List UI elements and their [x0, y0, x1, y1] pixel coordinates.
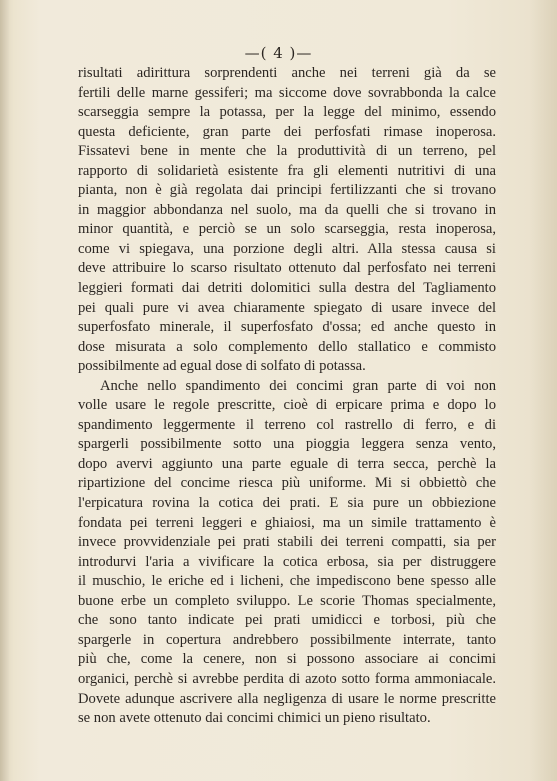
text-line: fondata pei terreni leggeri e ghiaiosi, ma un simile trattamento è: [78, 514, 496, 531]
text-line: spandimento leggermente il terreno col rastrello di ferro, e di: [78, 416, 496, 433]
text-line: se non avete ottenuto dai concimi chimici un pieno risultato.: [78, 710, 431, 727]
text-line: Dovete adunque ascrivere alla negligenza di usare le norme prescritte: [78, 690, 496, 707]
text-line: scarseggia sempre la potassa, per la legge del minimo, essendo: [78, 104, 496, 121]
text-line: superfosfato minerale, il superfosfato d'ossa; ed anche questo in: [78, 319, 496, 336]
text-line: pei quali pure vi avea chiaramente spiegato di usare invece del: [78, 299, 496, 316]
text-line: buone erbe un completo sviluppo. Le scorie Thomas specialmente,: [78, 592, 496, 609]
text-line: introdurvi l'aria a vivificare la cotica erbosa, sia per distruggere: [78, 553, 496, 570]
text-line: il muschio, le eriche ed i licheni, che impediscono bene spesso alle: [78, 573, 496, 590]
text-line: fertili delle marne gessiferi; ma siccome dove sovrabbonda la calce: [78, 84, 496, 101]
text-line: minor quantità, e perciò se un solo scarseggia, resta inoperosa,: [78, 221, 496, 238]
page-edge-stain: [529, 0, 557, 781]
text-line: l'erpicatura rovina la cotica dei prati. E sia pure un obbiezione: [78, 495, 496, 512]
text-line: spargerli possibilmente sotto una pioggia leggera senza vento,: [78, 436, 496, 453]
text-line: Anche nello spandimento dei concimi gran parte di voi non: [100, 377, 496, 394]
body-text: [78, 64, 496, 729]
text-line: organici, perchè si avrebbe perdita di azoto sotto forma ammoniacale.: [78, 670, 496, 687]
text-line: pianta, non è già regolata dai principi fertilizzanti che si trovano: [78, 182, 496, 199]
text-line: rapporto di solidarietà esistente fra gli elementi nutritivi di una: [78, 162, 496, 179]
text-line: questa deficiente, gran parte dei perfosfati rimase inoperosa.: [78, 123, 496, 140]
page-number: —( 4 )—: [244, 44, 313, 62]
text-line: invece provvidenziale pei prati stabili dei terreni compatti, sia per: [78, 534, 496, 551]
text-line: dopo avervi aggiunto una parte eguale di terra secca, perchè la: [78, 455, 496, 472]
text-line: volle usare le regole prescritte, cioè di erpicare prima e dopo lo: [78, 397, 496, 414]
text-line: spargerle in copertura andrebbero possibilmente interrate, tanto: [78, 631, 496, 648]
text-line: dose misurata a solo complemento dello stallatico e commisto: [78, 338, 496, 355]
text-line: possibilmente ad egual dose di solfato di potassa.: [78, 358, 366, 375]
text-line: che sono tanto indicate pei prati umidicci e torbosi, più che: [78, 612, 496, 629]
text-line: leggieri formati dai detriti dolomitici sulla destra del Tagliamento: [78, 280, 496, 297]
text-line: deve attribuire lo scarso risultato ottenuto dal perfosfato nei terreni: [78, 260, 496, 277]
text-line: in maggior abbondanza nel suolo, ma da quelli che si trovano in: [78, 201, 496, 218]
page-fold-shadow: [0, 0, 9, 781]
text-line: risultati adirittura sorprendenti anche nei terreni già da se: [78, 65, 496, 81]
text-line: Fissatevi bene in mente che la produttività di un terreno, pel: [78, 143, 496, 160]
text-line: più che, come la cenere, non si possono associare ai concimi: [78, 651, 496, 668]
text-line: come vi spiegava, una porzione degli altri. Alla stessa causa si: [78, 240, 496, 257]
text-line: ripartizione del concime riesca più uniforme. Mi si obbiettò che: [78, 475, 496, 492]
